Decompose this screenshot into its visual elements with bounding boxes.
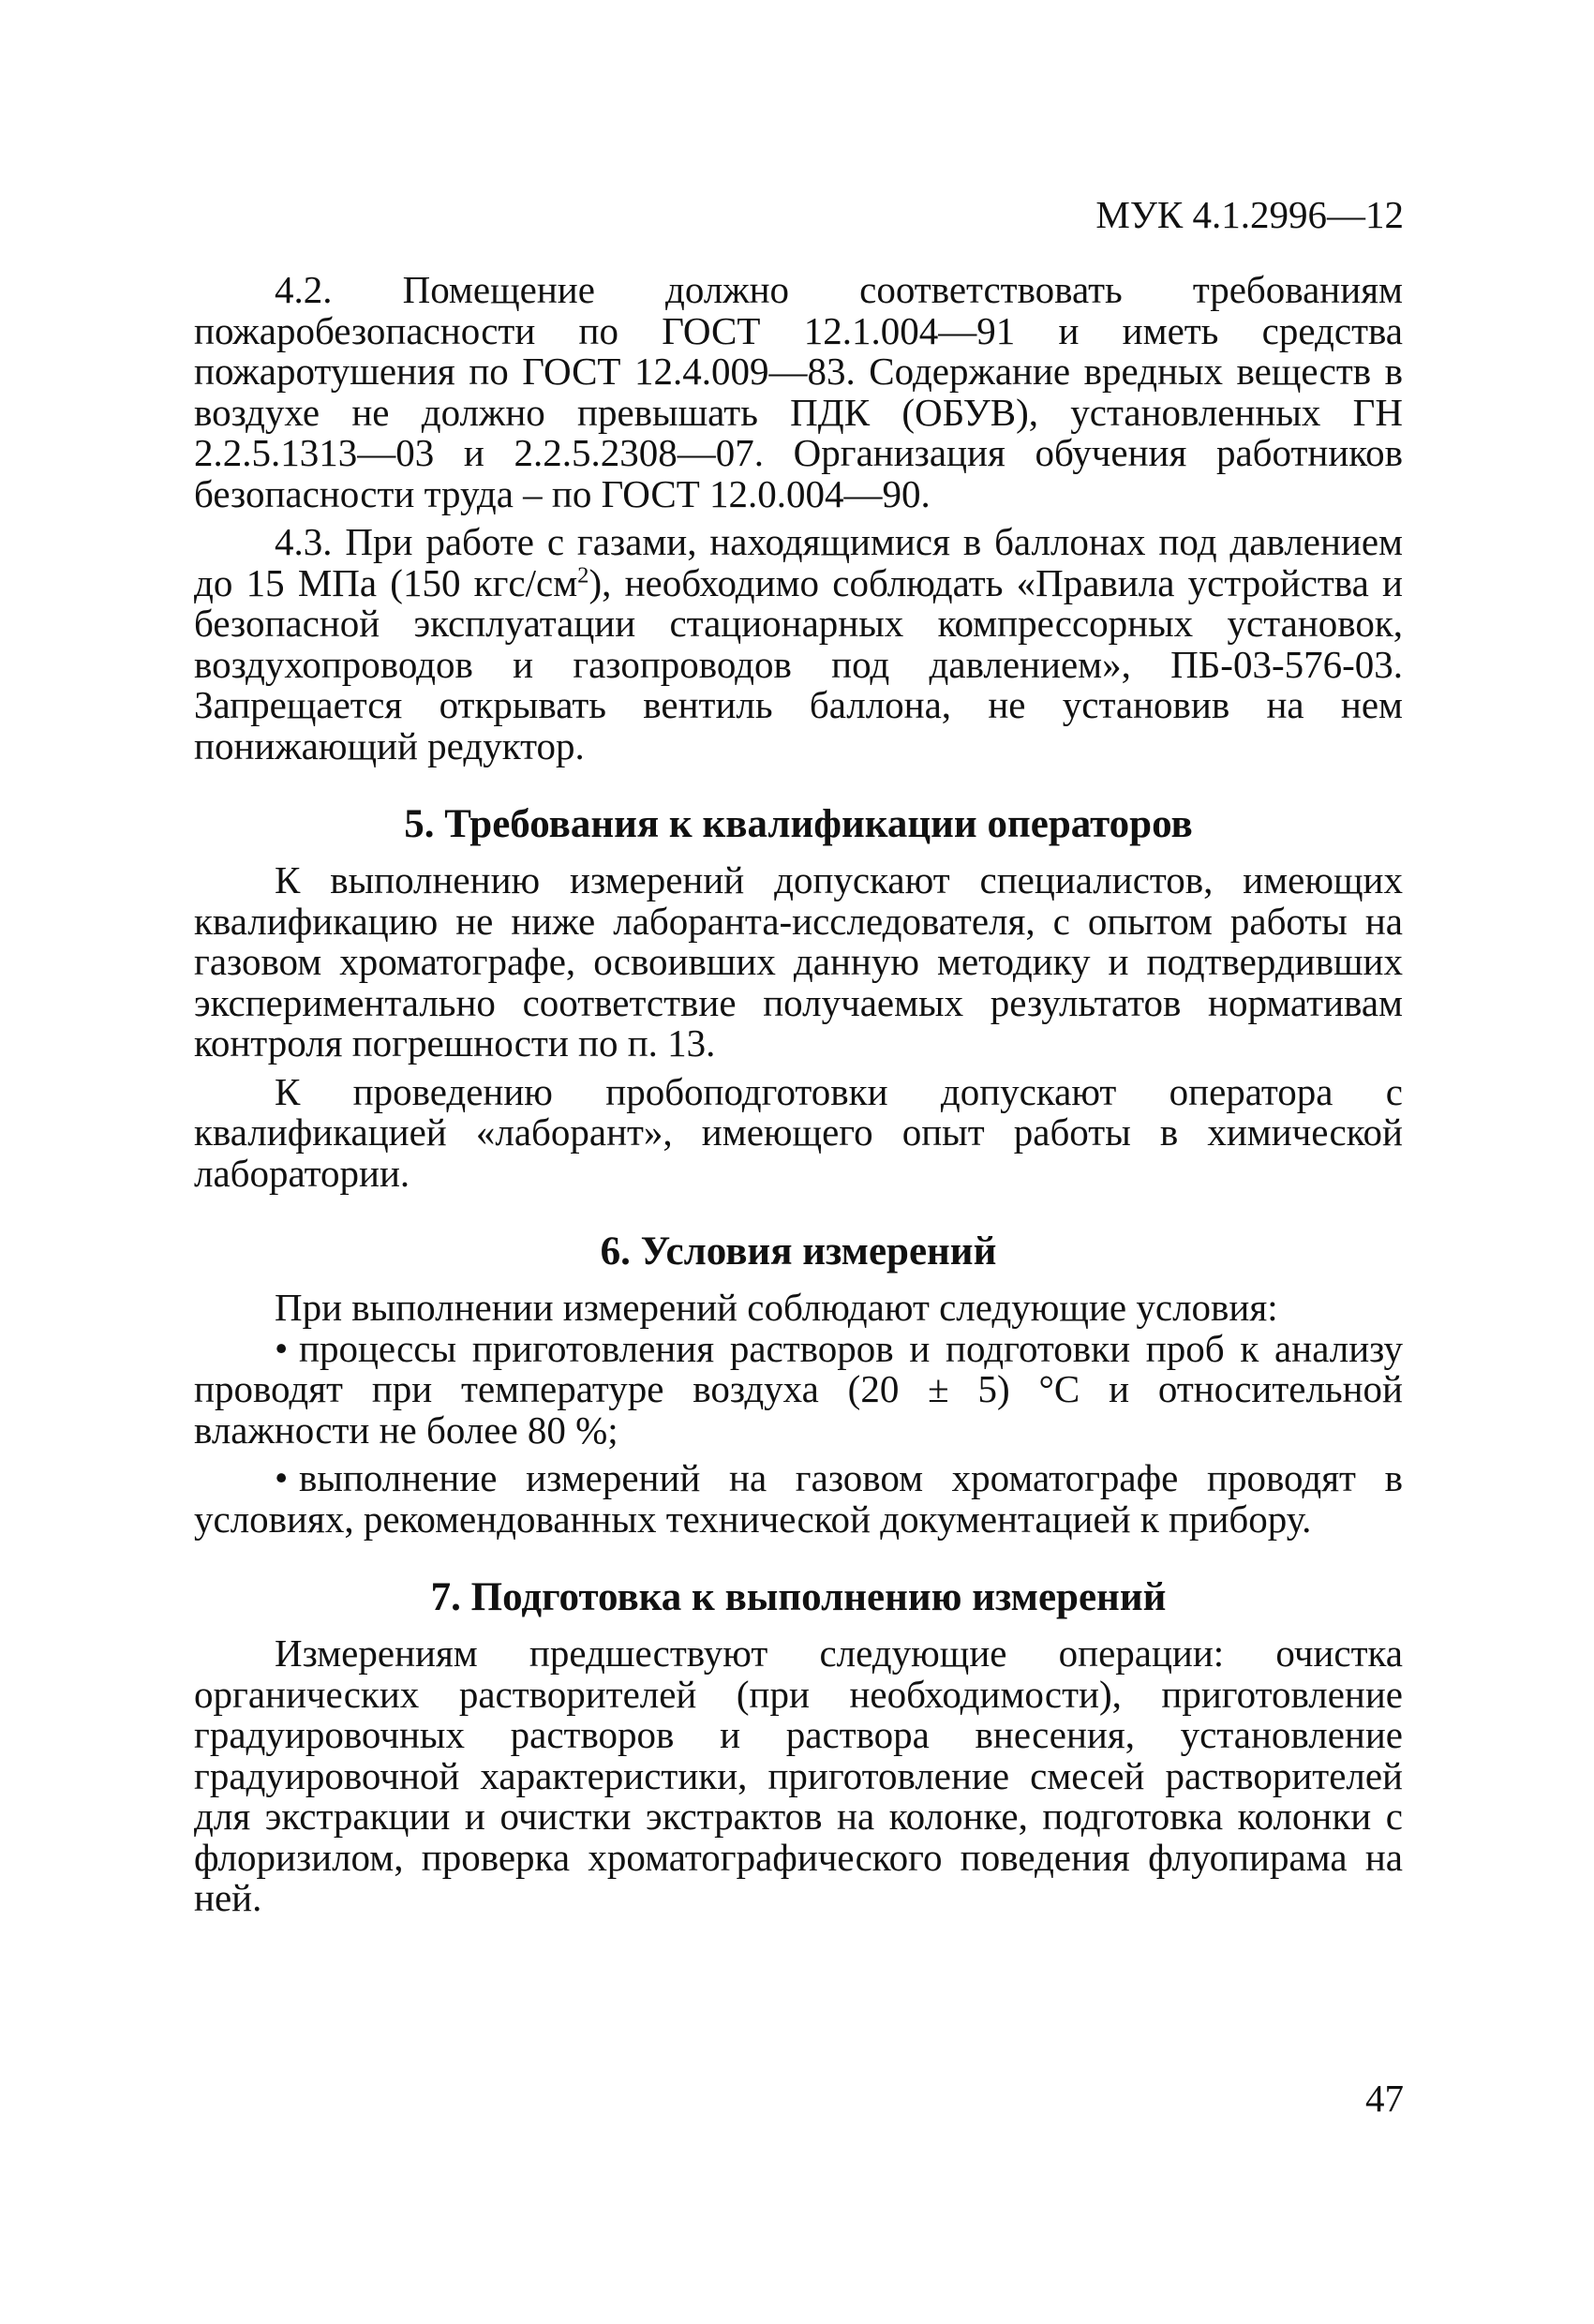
- section-5-heading: 5. Требования к квалификации операторов: [404, 802, 1193, 846]
- section-5-paragraph-2: К проведению пробоподготовки допускают оператора с квалификацией «лаборант», имеющего опыт работы в химической лаборатории.: [194, 1069, 1403, 1195]
- list-item: [194, 1458, 1403, 1540]
- paragraph-4-3-text-start: 4.3. При работе с газами, находящимися в баллонах под давлением до 15 МПа (150 кгс/см: [194, 520, 1403, 604]
- document-body: [194, 270, 1403, 1919]
- list-item-text: процессы приготовления растворов и подготовки проб к анализу проводят при температуре воздуха (20 ± 5) °С и относительной влажности не более 80 %;: [194, 1326, 1403, 1452]
- list-item: [194, 1326, 1403, 1452]
- section-7-heading: 7. Подготовка к выполнению измерений: [430, 1575, 1167, 1619]
- paragraph-4-3-text-end: ), необходимо соблюдать «Правила устройства и безопасной эксплуатации стационарных компрессорных установок, воздухопроводов и газопроводов под давлением», ПБ-03-576-03. Запрещается открывать вентиль баллона, не установив на нем понижающий редуктор.: [194, 560, 1403, 767]
- superscript: 2: [577, 561, 589, 588]
- paragraph-4-2: 4.2. Помещение должно соответствовать требованиям пожаробезопасности по ГОСТ 12.1.004—91 и иметь средства пожаротушения по ГОСТ 12.4.009—83. Содержание вредных веществ в воздухе не должно превышать ПДК (ОБУВ), установленных ГН 2.2.5.1313—03 и 2.2.5.2308—07. Организация обучения работников безопасности труда – по ГОСТ 12.0.004—90.: [194, 268, 1403, 515]
- section-6-heading: 6. Условия измерений: [600, 1229, 997, 1274]
- list-item-text: выполнение измерений на газовом хроматографе проводят в условиях, рекомендованных технической документацией к прибору.: [194, 1456, 1403, 1541]
- page-number: 47: [1365, 2077, 1404, 2120]
- section-6-intro: При выполнении измерений соблюдают следующие условия:: [275, 1286, 1278, 1329]
- bullet-icon: •: [275, 1456, 289, 1499]
- document-code: МУК 4.1.2996—12: [1095, 193, 1404, 236]
- section-7-paragraph-1: Измерениям предшествуют следующие операции: очистка органических растворителей (при необходимости), приготовление градуировочных растворов и раствора внесения, установление градуировочной характеристики, приготовление смесей растворителей для экстракции и очистки экстрактов на колонке, подготовка колонки с флоризилом, проверка хроматографического поведения флуопирама на ней.: [194, 1631, 1403, 1919]
- bullet-icon: •: [275, 1326, 289, 1370]
- paragraph-4-3: [194, 522, 1403, 767]
- section-5-paragraph-1: К выполнению измерений допускают специалистов, имеющих квалификацию не ниже лаборанта-исследователя, с опытом работы на газовом хроматографе, освоивших данную методику и подтвердивших экспериментально соответствие получаемых результатов нормативам контроля погрешности по п. 13.: [194, 858, 1403, 1065]
